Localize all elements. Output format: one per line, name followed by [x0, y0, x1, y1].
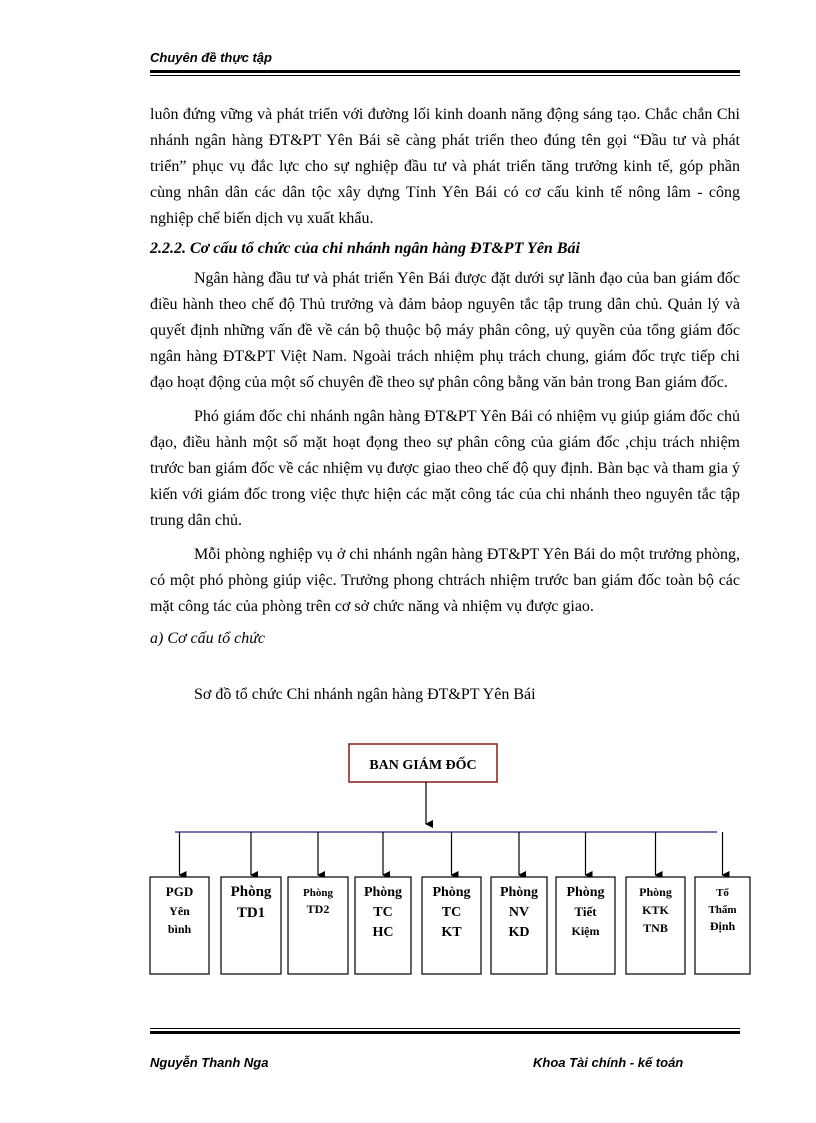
dept-box-label: Phòng: [499, 885, 539, 900]
dept-box-label: TC: [373, 905, 393, 920]
footer-rule-thin: [150, 1028, 740, 1029]
footer-rule-thick: [150, 1031, 740, 1034]
footer-faculty: Khoa Tài chính - kế toán: [533, 1055, 684, 1070]
dept-box-label: Tổ: [716, 887, 729, 899]
dept-box-label: Phòng: [432, 885, 471, 900]
dept-box-label: Phòng: [363, 885, 403, 900]
dept-box-label: Phòng: [639, 885, 672, 899]
top-box-label: BAN GIÁM ĐỐC: [369, 758, 477, 773]
dept-box-label: TNB: [643, 921, 668, 935]
dept-box-label: Định: [709, 919, 736, 933]
dept-box-label: TC: [441, 905, 462, 920]
paragraph-2: Ngân hàng đầu tư và phát triển Yên Bái được đặt dưới sự lãnh đạo của ban giám đốc điều hành theo chế độ Thủ trưởng và đảm bảop nguyên tắc tập trung dân chủ. Quản lý và quyết định những vấn đề về cán bộ thuộc bộ máy phân công, uỷ quyền của tổng giám đốc ngân hàng ĐT&PT Việt Nam. Ngoài trách nhiệm phụ trách chung, giám đốc trực tiếp chi đạo hoạt động của một số chuyên đề theo sự phân công bằng văn bản trong Ban giám đốc.: [150, 270, 740, 391]
dept-box-label: KD: [508, 925, 530, 940]
dept-box-label: Kiệm: [571, 924, 600, 938]
paragraph-4: Mỗi phòng nghiệp vụ ở chi nhánh ngân hàng ĐT&PT Yên Bái do một trưởng phòng, có một phó phòng giúp việc. Trưởng phong chtrách nhiệm trước ban giám đốc toàn bộ các mặt công tác của phòng trên cơ sở chức năng và nhiệm vụ được giao.: [150, 546, 740, 615]
sub-heading: a) Cơ cấu tổ chức: [150, 630, 266, 647]
paragraph-1: luôn đứng vững và phát triển với đường lối kinh doanh năng động sáng tạo. Chắc chắn Chi nhánh ngân hàng ĐT&PT Yên Bái sẽ càng phát triển theo đúng tên gọi “Đầu tư và phát triển” phục vụ đắc lực cho sự nghiệp đầu tư và phát triển tăng trưởng kinh tế, góp phần cùng nhân dân các dân tộc xây dựng Tỉnh Yên Bái có cơ cấu kinh tế nông lâm - công nghiệp chế biến dịch vụ xuất khẩu.: [150, 106, 740, 227]
dept-box-label: Tiết: [574, 904, 597, 919]
page-header-title: Chuyên đề thực tập: [150, 50, 272, 65]
dept-box-label: KTK: [642, 903, 669, 917]
diagram-caption: Sơ đồ tổ chức Chi nhánh ngân hàng ĐT&PT Yên Bái: [194, 686, 536, 703]
dept-box-label: Phòng: [566, 885, 605, 900]
department-boxes: [150, 832, 750, 974]
section-heading: 2.2.2. Cơ cấu tổ chức của chi nhánh ngân hàng ĐT&PT Yên Bái: [150, 240, 580, 257]
dept-box-label: TD1: [236, 905, 266, 921]
dept-box-label: Phòng: [230, 884, 272, 900]
dept-box-label: Phòng: [303, 887, 333, 899]
dept-box-label: TD2: [306, 902, 330, 916]
dept-box-label: NV: [508, 905, 530, 920]
dept-box-label: PGD: [165, 884, 194, 899]
paragraph-3: Phó giám đốc chi nhánh ngân hàng ĐT&PT Yên Bái có nhiệm vụ giúp giám đốc chủ đạo, điều hành một số mặt hoạt đọng theo sự phân công của giám đốc ,chịu trách nhiệm trước ban giám đốc về các nhiệm vụ được giao theo chế độ quy định. Bàn bạc và tham gia ý kiến với giám đốc trong việc thực hiện các mặt công tác của chi nhánh theo nguyên tắc tập trung dân chủ.: [150, 408, 740, 529]
dept-box-label: bình: [167, 922, 192, 936]
footer-author: Nguyễn Thanh Nga: [150, 1055, 269, 1070]
dept-box-label: HC: [372, 925, 394, 940]
dept-box-label: Thẩm: [708, 904, 737, 916]
dept-box-label: KT: [441, 925, 462, 940]
dept-box-label: Yên: [169, 904, 190, 918]
